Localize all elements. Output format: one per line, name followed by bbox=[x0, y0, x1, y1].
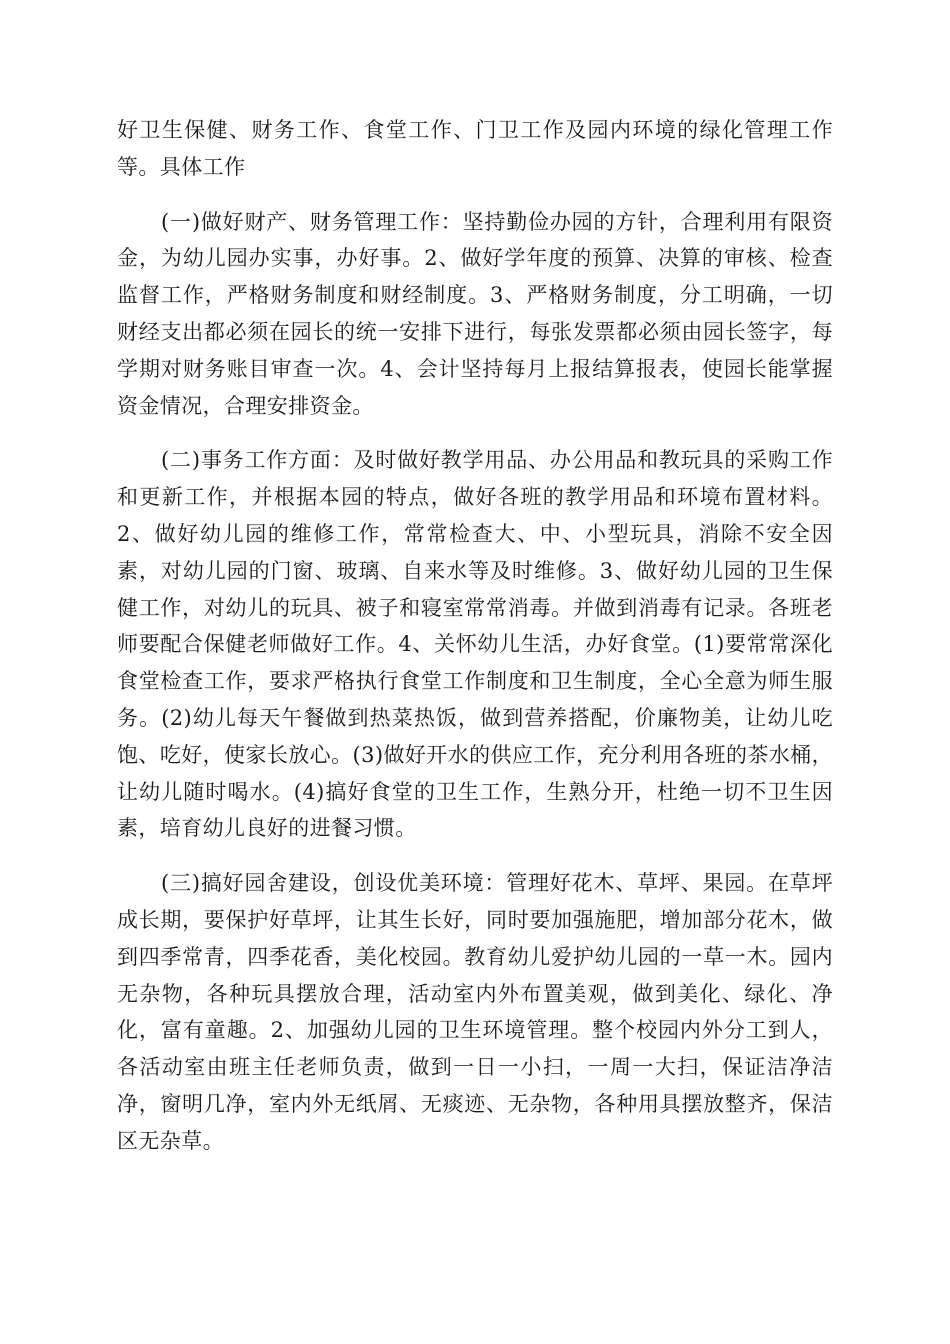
paragraph-campus-environment: (三)搞好园舍建设，创设优美环境：管理好花木、草坪、果园。在草坪成长期，要保护好草坪，让其生长好，同时要加强施肥，增加部分花木，做到四季常青，四季花香，美化校园。教育幼儿爱护幼儿园的一草一木。园内无杂物，各种玩具摆放合理，活动室内外布置美观，做到美化、绿化、净化，富有童趣。2、加强幼儿园的卫生环境管理。整个校园内外分工到人，各活动室由班主任老师负责，做到一日一小扫，一周一大扫，保证洁净洁净，窗明几净，室内外无纸屑、无痰迹、无杂物，各种用具摆放整齐，保洁区无杂草。 bbox=[117, 871, 833, 1153]
paragraph-affairs-work: (二)事务工作方面：及时做好教学用品、办公用品和教玩具的采购工作和更新工作，并根据本园的特点，做好各班的教学用品和环境布置材料。2、做好幼儿园的维修工作，常常检查大、中、小型玩具，消除不安全因素，对幼儿园的门窗、玻璃、自来水等及时维修。3、做好幼儿园的卫生保健工作，对幼儿的玩具、被子和寝室常常消毒。并做到消毒有记录。各班老师要配合保健老师做好工作。4、关怀幼儿生活，办好食堂。(1)要常常深化食堂检查工作，要求严格执行食堂工作制度和卫生制度，全心全意为师生服务。(2)幼儿每天午餐做到热菜热饭，做到营养搭配，价廉物美，让幼儿吃饱、吃好，使家长放心。(3)做好开水的供应工作，充分利用各班的茶水桶，让幼儿随时喝水。(4)搞好食堂的卫生工作，生熟分开，杜绝一切不卫生因素，培育幼儿良好的进餐习惯。 bbox=[117, 448, 833, 841]
document-body bbox=[117, 112, 833, 1160]
paragraph-finance-management: (一)做好财产、财务管理工作：坚持勤俭办园的方针，合理利用有限资金，为幼儿园办实事，办好事。2、做好学年度的预算、决算的审核、检查监督工作，严格财务制度和财经制度。3、严格财务制度，分工明确，一切财经支出都必须在园长的统一安排下进行，每张发票都必须由园长签字，每学期对财务账目审查一次。4、会计坚持每月上报结算报表，使园长能掌握资金情况，合理安排资金。 bbox=[117, 209, 833, 418]
paragraph-intro-continuation: 好卫生保健、财务工作、食堂工作、门卫工作及园内环境的绿化管理工作等。具体工作 bbox=[117, 118, 833, 179]
